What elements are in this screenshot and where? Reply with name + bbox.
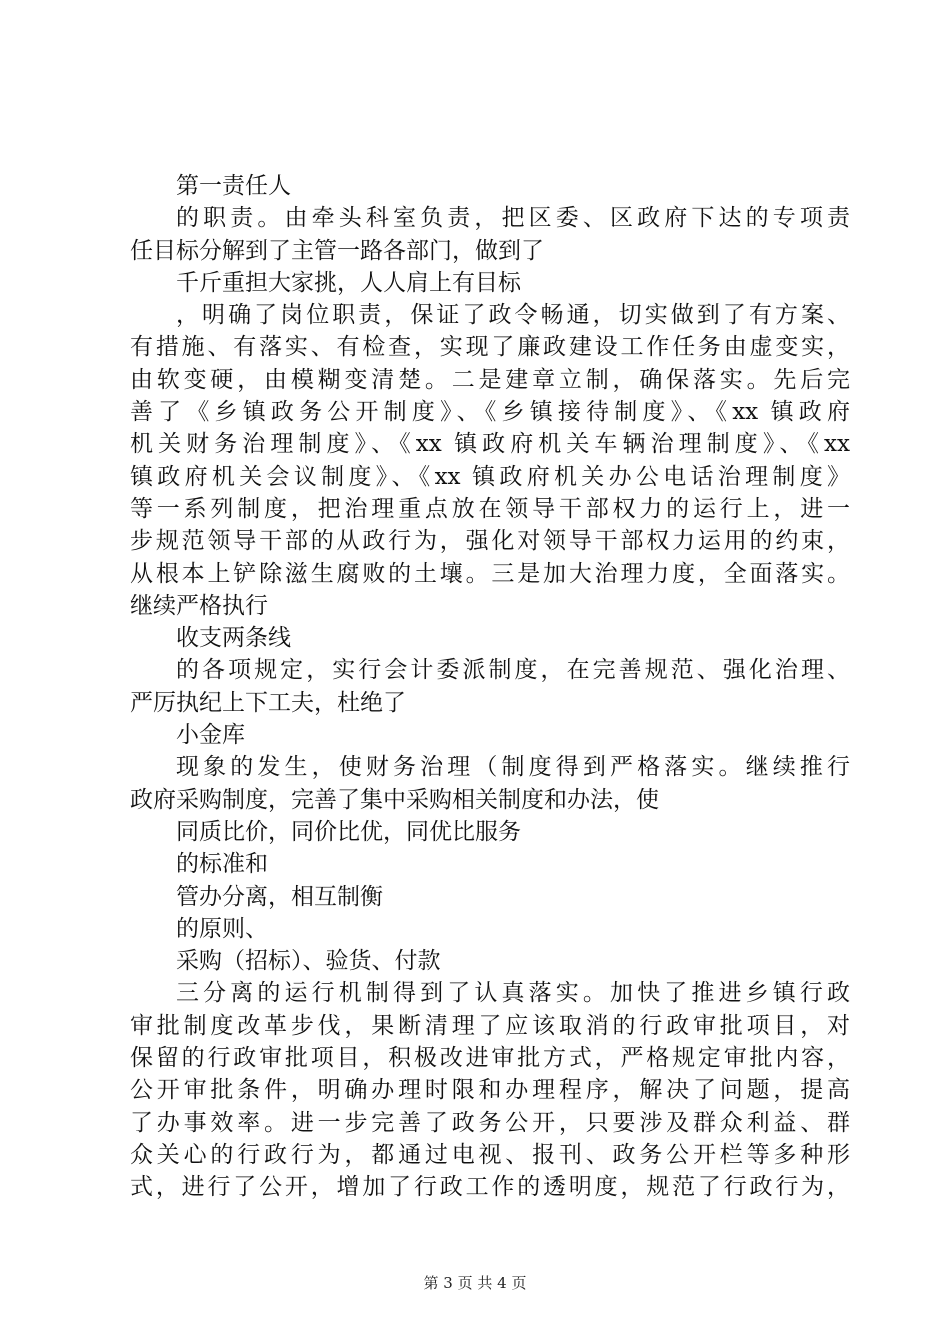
text-line: 三分离的运行机制得到了认真落实。加快了推进乡镇行政	[176, 980, 850, 1007]
text-line: 收支两条线	[176, 625, 291, 652]
text-line: 的原则、	[176, 915, 268, 942]
text-line: 保留的行政审批项目，积极改进审批方式，严格规定审批内容，	[130, 1045, 850, 1072]
text-line: 众关心的行政行为，都通过电视、报刊、政务公开栏等多种形	[130, 1141, 850, 1168]
text-line: 同质比价，同价比优，同优比服务	[176, 818, 521, 845]
text-line: 管办分离，相互制衡	[176, 883, 383, 910]
text-line: 严厉执纪上下工夫，杜绝了	[130, 689, 406, 716]
text-line: ，明确了岗位职责，保证了政令畅通，切实做到了有方案、	[176, 302, 850, 329]
text-line: 步规范领导干部的从政行为，强化对领导干部权力运用的约束，	[130, 528, 850, 555]
text-line: 第一责任人	[176, 173, 291, 199]
text-line: 善了《乡镇政务公开制度》、《乡镇接待制度》、《xx 镇政府	[130, 399, 850, 426]
text-line: 采购（招标）、验货、付款	[176, 948, 441, 975]
text-line: 镇政府机关会议制度》、《xx 镇政府机关办公电话治理制度》	[130, 463, 850, 490]
text-line: 小金库	[176, 722, 245, 749]
text-line: 的标准和	[176, 851, 268, 878]
text-line: 的各项规定，实行会计委派制度，在完善规范、强化治理、	[176, 657, 850, 684]
text-line: 政府采购制度，完善了集中采购相关制度和办法，使	[130, 786, 659, 813]
text-line: 由软变硬，由模糊变清楚。二是建章立制，确保落实。先后完	[130, 366, 850, 393]
page-footer: 第 3 页 共 4 页	[423, 1274, 527, 1292]
text-line: 任目标分解到了主管一路各部门，做到了	[130, 237, 544, 264]
text-line: 继续严格执行	[130, 592, 268, 619]
text-line: 机关财务治理制度》、《xx 镇政府机关车辆治理制度》、《xx	[130, 431, 850, 458]
text-line: 式，进行了公开，增加了行政工作的透明度，规范了行政行为，	[130, 1174, 850, 1201]
text-line: 现象的发生，使财务治理（制度得到严格落实。继续推行	[176, 754, 850, 781]
text-line: 审批制度改革步伐，果断清理了应该取消的行政审批项目，对	[130, 1012, 850, 1039]
text-line: 等一系列制度，把治理重点放在领导干部权力的运行上，进一	[130, 495, 850, 522]
text-line: 了办事效率。进一步完善了政务公开，只要涉及群众利益、群	[130, 1109, 850, 1136]
text-line: 公开审批条件，明确办理时限和办理程序，解决了问题，提高	[130, 1077, 850, 1104]
text-line: 有措施、有落实、有检查，实现了廉政建设工作任务由虚变实，	[130, 334, 850, 361]
text-line: 的职责。由牵头科室负责，把区委、区政府下达的专项责	[176, 205, 850, 232]
text-line: 从根本上铲除滋生腐败的土壤。三是加大治理力度，全面落实。	[130, 560, 850, 587]
text-line: 千斤重担大家挑，人人肩上有目标	[176, 269, 521, 296]
document-body	[130, 170, 850, 1204]
